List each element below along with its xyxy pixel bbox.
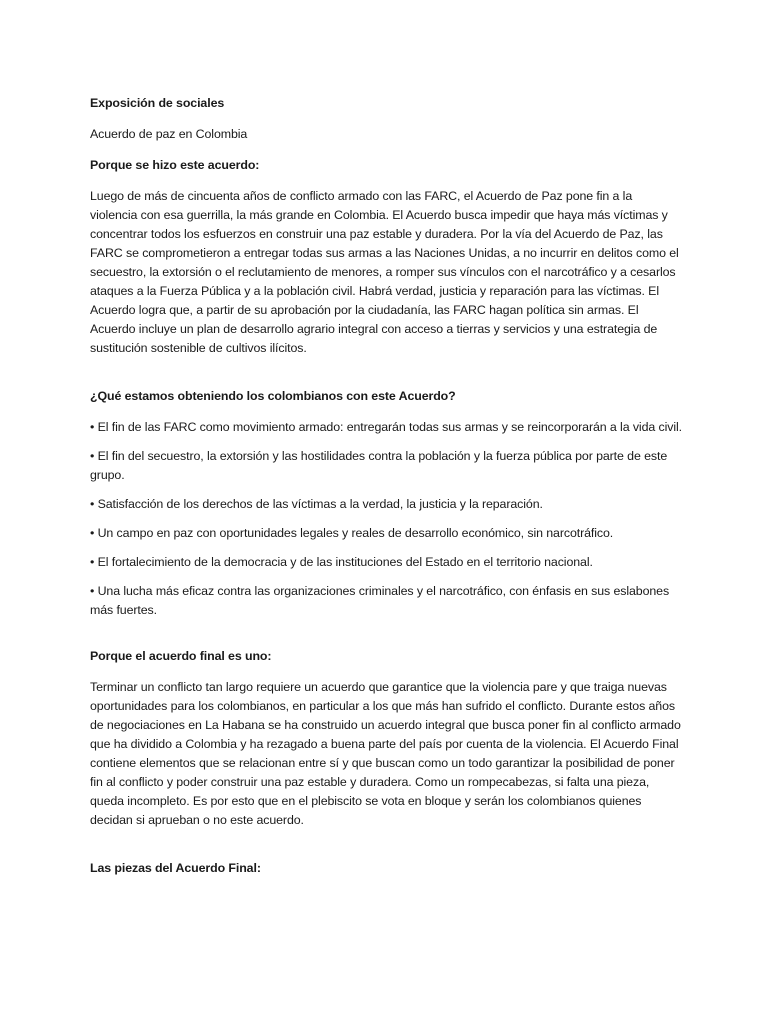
section-body-why: Luego de más de cincuenta años de conflicto armado con las FARC, el Acuerdo de Paz pone fin a la violencia con esa guerrilla, la más grande en Colombia. El Acuerdo busca impedir que haya más víctimas y concentrar todos los esfuerzos en construir una paz estable y duradera. Por la vía del Acuerdo de Paz, las FARC se comprometieron a entregar todas sus armas a las Naciones Unidas, a no incurrir en delitos como el secuestro, la extorsión o el reclutamiento de menores, a romper sus vínculos con el narcotráfico y a cesarlos ataques a la Fuerza Pública y a la población civil. Habrá verdad, justicia y reparación para las víctimas. El Acuerdo logra que, a partir de su aprobación por la ciudadanía, las FARC hagan política sin armas. El Acuerdo incluye un plan de desarrollo agrario integral con acceso a tierras y servicios y una estrategia de sustitución sostenible de cultivos ilícitos.	[90, 189, 679, 355]
list-item: • Una lucha más eficaz contra las organizaciones criminales y el narcotráfico, con énfasis en sus eslabones más fuertes.	[90, 584, 670, 617]
list-item: • El fin del secuestro, la extorsión y las hostilidades contra la población y la fuerza pública por parte de este grupo.	[90, 449, 668, 482]
list-item: • El fin de las FARC como movimiento armado: entregarán todas sus armas y se reincorporarán a la vida civil.	[90, 420, 682, 434]
section-heading-pieces: Las piezas del Acuerdo Final:	[90, 861, 261, 875]
section-heading-benefits: ¿Qué estamos obteniendo los colombianos con este Acuerdo?	[90, 389, 456, 403]
spacer	[90, 370, 682, 387]
spacer	[90, 630, 682, 647]
section-heading-why: Porque se hizo este acuerdo:	[90, 158, 260, 172]
section-body-final-agreement: Terminar un conflicto tan largo requiere un acuerdo que garantice que la violencia pare y que traiga nuevas oportunidades para los colombianos, en particular a los que más han sufrido el conflicto. Durante estos años de negociaciones en La Habana se ha construido un acuerdo integral que busca poner fin al conflicto armado que ha dividido a Colombia y ha rezagado a buena parte del país por cuenta de la violencia. El Acuerdo Final contiene elementos que se relacionan entre sí y que buscan como un todo garantizar la posibilidad de poner fin al conflicto y poder construir una paz estable y duradera. Como un rompecabezas, si falta una pieza, queda incompleto. Es por esto que en el plebiscito se vota en bloque y serán los colombianos quienes decidan si aprueban o no este acuerdo.	[90, 680, 681, 827]
section-heading-final-agreement: Porque el acuerdo final es uno:	[90, 649, 272, 663]
benefits-list	[90, 418, 682, 620]
list-item: • El fortalecimiento de la democracia y de las instituciones del Estado en el territorio nacional.	[90, 555, 593, 569]
list-item: • Satisfacción de los derechos de las víctimas a la verdad, la justicia y la reparación.	[90, 497, 543, 511]
spacer	[90, 842, 682, 859]
document-subtitle: Acuerdo de paz en Colombia	[90, 127, 248, 141]
list-item: • Un campo en paz con oportunidades legales y reales de desarrollo económico, sin narcotráfico.	[90, 526, 614, 540]
document-page	[90, 94, 682, 890]
document-title: Exposición de sociales	[90, 96, 225, 110]
